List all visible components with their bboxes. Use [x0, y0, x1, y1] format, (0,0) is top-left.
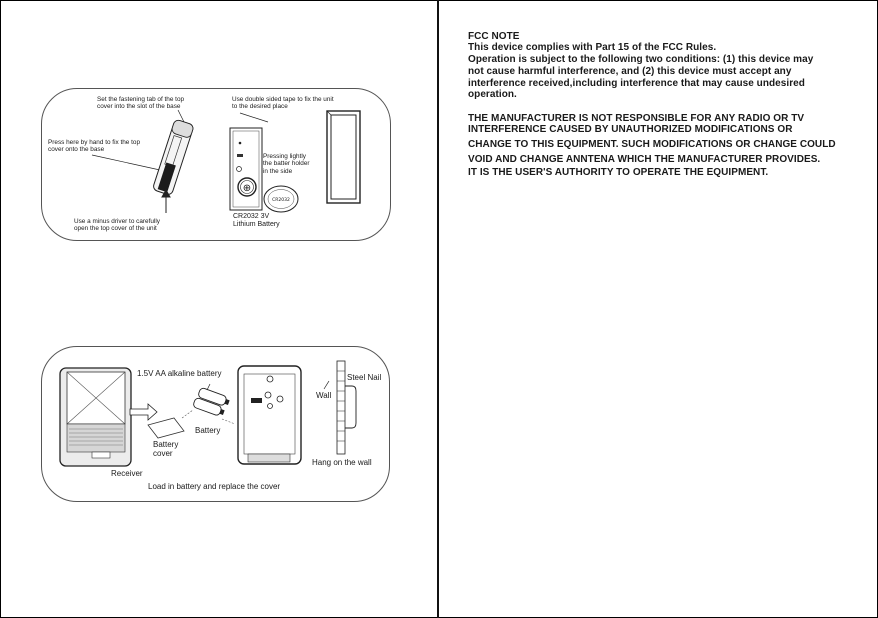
insert-arrow-icon: [130, 404, 157, 420]
label-wall: Wall: [316, 391, 332, 400]
label-pressing-lightly: Pressing lightly the batter holder in the side: [263, 153, 310, 175]
label-aa-battery: 1.5V AA alkaline battery: [137, 369, 222, 378]
label-battery-cover: Battery cover: [153, 440, 179, 458]
fcc-line-1: This device complies with Part 15 of the FCC Rules.: [468, 42, 717, 53]
label-double-sided-tape: Use double sided tape to fix the unit to the desired place: [232, 96, 334, 111]
label-fastening-tab: Set the fastening tab of the top cover into the slot of the base: [97, 96, 185, 111]
label-steel-nail: Steel Nail: [347, 373, 382, 382]
svg-text:⊕: ⊕: [242, 183, 252, 194]
fcc-caps-line-4: VOID AND CHANGE ANNTENA WHICH THE MANUFACTURER PROVIDES.: [468, 154, 821, 165]
fcc-caps-line-2: INTERFERENCE CAUSED BY UNAUTHORIZED MODIFICATIONS OR: [468, 124, 793, 135]
aa-batteries-drawing: [193, 387, 231, 417]
label-battery-model: CR2032 3V Lithium Battery: [233, 213, 280, 228]
battery-cover-drawing: [148, 418, 184, 438]
label-receiver: Receiver: [111, 469, 143, 478]
fcc-line-3: not cause harmful interference, and (2) this device must accept any: [468, 66, 792, 77]
fcc-line-2: Operation is subject to the following two conditions: (1) this device may: [468, 54, 814, 65]
label-load-battery: Load in battery and replace the cover: [148, 482, 281, 491]
fcc-caps-line-3: CHANGE TO THIS EQUIPMENT. SUCH MODIFICATIONS OR CHANGE COULD: [468, 139, 836, 150]
receiver-back-drawing: [238, 366, 301, 464]
fcc-title: FCC NOTE: [468, 31, 520, 42]
label-press-by-hand: Press here by hand to fix the top cover onto the base: [48, 139, 141, 154]
receiver-front-drawing: [60, 368, 131, 466]
coin-cell-label: CR2032: [272, 198, 290, 203]
fcc-line-4: interference received,including interference that may cause undesired: [468, 78, 805, 89]
label-minus-driver: Use a minus driver to carefully open the top cover of the unit: [74, 218, 160, 233]
label-hang-on-wall: Hang on the wall: [312, 458, 372, 467]
fcc-caps-line-5: IT IS THE USER'S AUTHORITY TO OPERATE THE EQUIPMENT.: [468, 167, 769, 178]
label-battery: Battery: [195, 426, 221, 435]
fcc-line-5: operation.: [468, 89, 517, 100]
fcc-caps-line-1: THE MANUFACTURER IS NOT RESPONSIBLE FOR ANY RADIO OR TV: [468, 113, 805, 124]
